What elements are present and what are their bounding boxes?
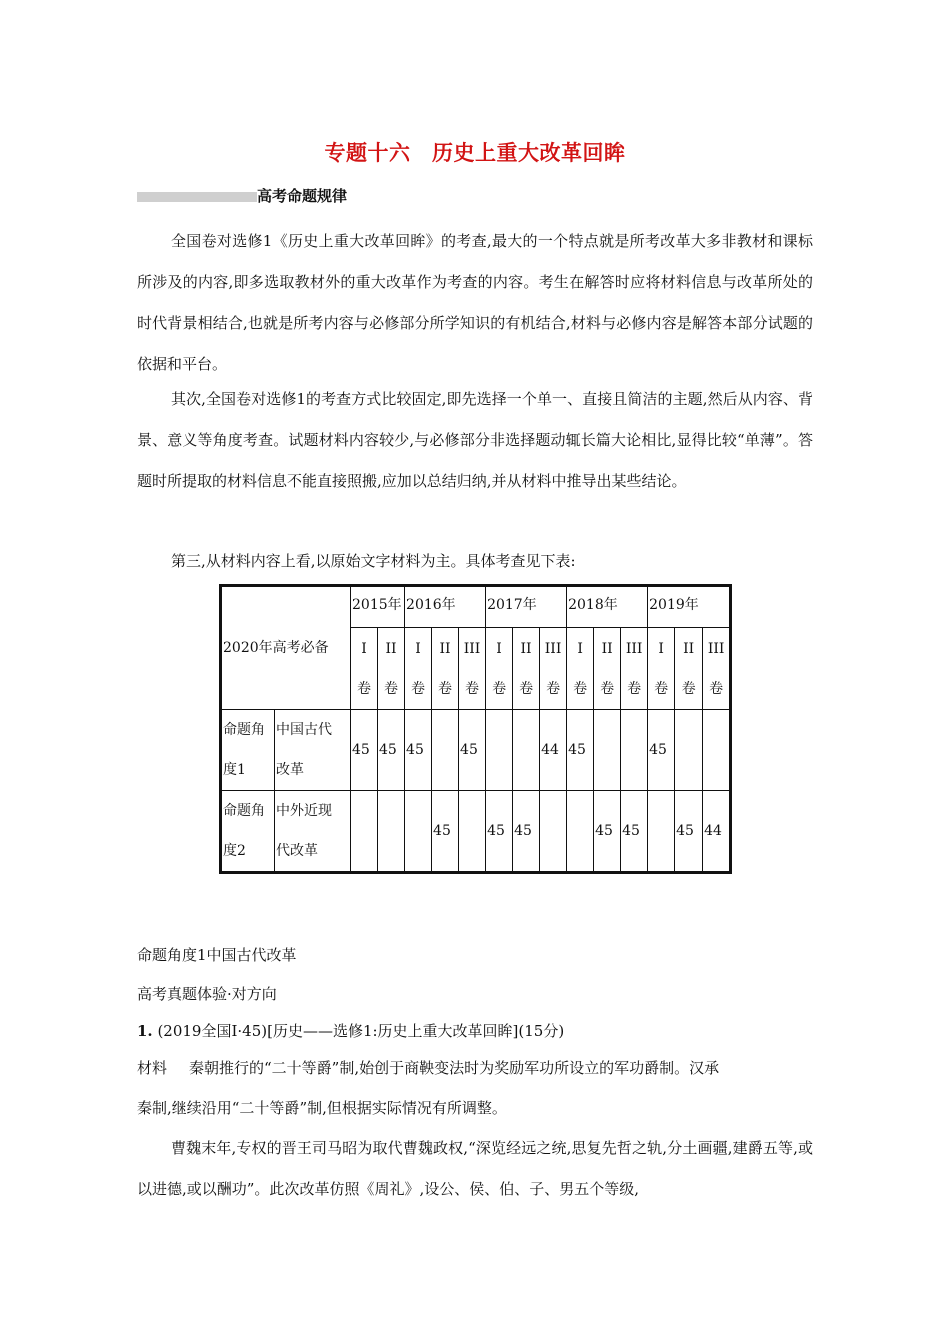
paragraph-2: 其次,全国卷对选修1的考查方式比较固定,即先选择一个单一、直接且简洁的主题,然后从内容、背景、意义等角度考查。试题材料内容较少,与必修部分非选择题动辄长篇大论相比,显得比较“单薄”。答题时所提取的材料信息不能直接照搬,应加以总结归纳,并从材料中推导出某些结论。 (137, 390, 813, 490)
paragraph-1: 全国卷对选修1《历史上重大改革回眸》的考查,最大的一个特点就是所考改革大多非教材和课标所涉及的内容,即多选取教材外的重大改革作为考查的内容。考生在解答时应将材料信息与改革所处的时代背景相结合,也就是所考内容与必修部分所学知识的有机结合,材料与必修内容是解答本部分试题的依据和平台。 (137, 232, 813, 373)
table-corner: 2020年高考必备 (221, 586, 351, 710)
value-cell: 45 (351, 710, 378, 791)
paper-cell: III 卷 (621, 628, 648, 710)
paper-cell: I 卷 (486, 628, 513, 710)
paper-cell: II 卷 (432, 628, 459, 710)
question-paragraph-2: 曹魏末年,专权的晋王司马昭为取代曹魏政权,“深览经远之统,思复先哲之轨,分土画疆,建爵五等,或以进德,或以酬功”。此次改革仿照《周礼》,设公、侯、伯、子、男五个等级, (137, 1139, 813, 1198)
paper-cell: I 卷 (567, 628, 594, 710)
value-cell (405, 791, 432, 873)
value-cell: 45 (459, 710, 486, 791)
value-cell: 45 (621, 791, 648, 873)
value-cell (540, 791, 567, 873)
material-label: 材料 (137, 1059, 168, 1077)
value-cell: 44 (540, 710, 567, 791)
value-cell: 45 (675, 791, 703, 873)
paper-cell: II 卷 (378, 628, 405, 710)
material-line-2: 秦制,继续沿用“二十等爵”制,但根据实际情况有所调整。 (137, 1099, 507, 1117)
paper-cell: III 卷 (540, 628, 567, 710)
year-header: 2015年 (351, 586, 405, 628)
question-source: (2019全国Ⅰ·45)[历史——选修1:历史上重大改革回眸](15分) (157, 1022, 565, 1040)
paper-cell: III 卷 (459, 628, 486, 710)
value-cell (648, 791, 675, 873)
value-cell (513, 710, 540, 791)
value-cell (351, 791, 378, 873)
section-title: 高考命题规律 (257, 187, 348, 205)
paper-cell: I 卷 (648, 628, 675, 710)
page-title: 专题十六 历史上重大改革回眸 (324, 141, 626, 165)
paper-cell: III 卷 (703, 628, 731, 710)
value-cell: 45 (405, 710, 432, 791)
paper-cell: I 卷 (405, 628, 432, 710)
value-cell (486, 710, 513, 791)
angle-cell: 命题角 度1 (221, 710, 275, 791)
value-cell (675, 710, 703, 791)
table-row (221, 710, 731, 791)
exam-table (219, 584, 732, 874)
material-line-1 (137, 1057, 719, 1078)
value-cell: 45 (567, 710, 594, 791)
topic-cell: 中外近现 代改革 (275, 791, 351, 873)
value-cell: 44 (703, 791, 731, 873)
value-cell (621, 710, 648, 791)
year-header: 2017年 (486, 586, 567, 628)
value-cell: 45 (432, 791, 459, 873)
value-cell: 45 (378, 710, 405, 791)
value-cell: 45 (486, 791, 513, 873)
year-header: 2019年 (648, 586, 731, 628)
value-cell (378, 791, 405, 873)
question-number: 1. (137, 1022, 153, 1040)
value-cell (703, 710, 731, 791)
section-bar (137, 192, 257, 202)
material-text: 秦朝推行的“二十等爵”制,始创于商鞅变法时为奖励军功所设立的军功爵制。汉承 (189, 1059, 720, 1077)
angle1-heading: 命题角度1中国古代改革 (137, 946, 297, 964)
value-cell (459, 791, 486, 873)
value-cell: 45 (594, 791, 621, 873)
question-header (137, 1020, 564, 1041)
paper-cell: II 卷 (513, 628, 540, 710)
table-row (221, 791, 731, 873)
value-cell: 45 (513, 791, 540, 873)
exam-heading: 高考真题体验·对方向 (137, 985, 277, 1003)
value-cell (432, 710, 459, 791)
paper-cell: II 卷 (594, 628, 621, 710)
paragraph-3: 第三,从材料内容上看,以原始文字材料为主。具体考查见下表: (171, 552, 576, 570)
value-cell (594, 710, 621, 791)
year-header: 2016年 (405, 586, 486, 628)
value-cell (567, 791, 594, 873)
value-cell: 45 (648, 710, 675, 791)
paper-cell: II 卷 (675, 628, 703, 710)
year-header: 2018年 (567, 586, 648, 628)
topic-cell: 中国古代 改革 (275, 710, 351, 791)
paper-cell: I 卷 (351, 628, 378, 710)
angle-cell: 命题角 度2 (221, 791, 275, 873)
